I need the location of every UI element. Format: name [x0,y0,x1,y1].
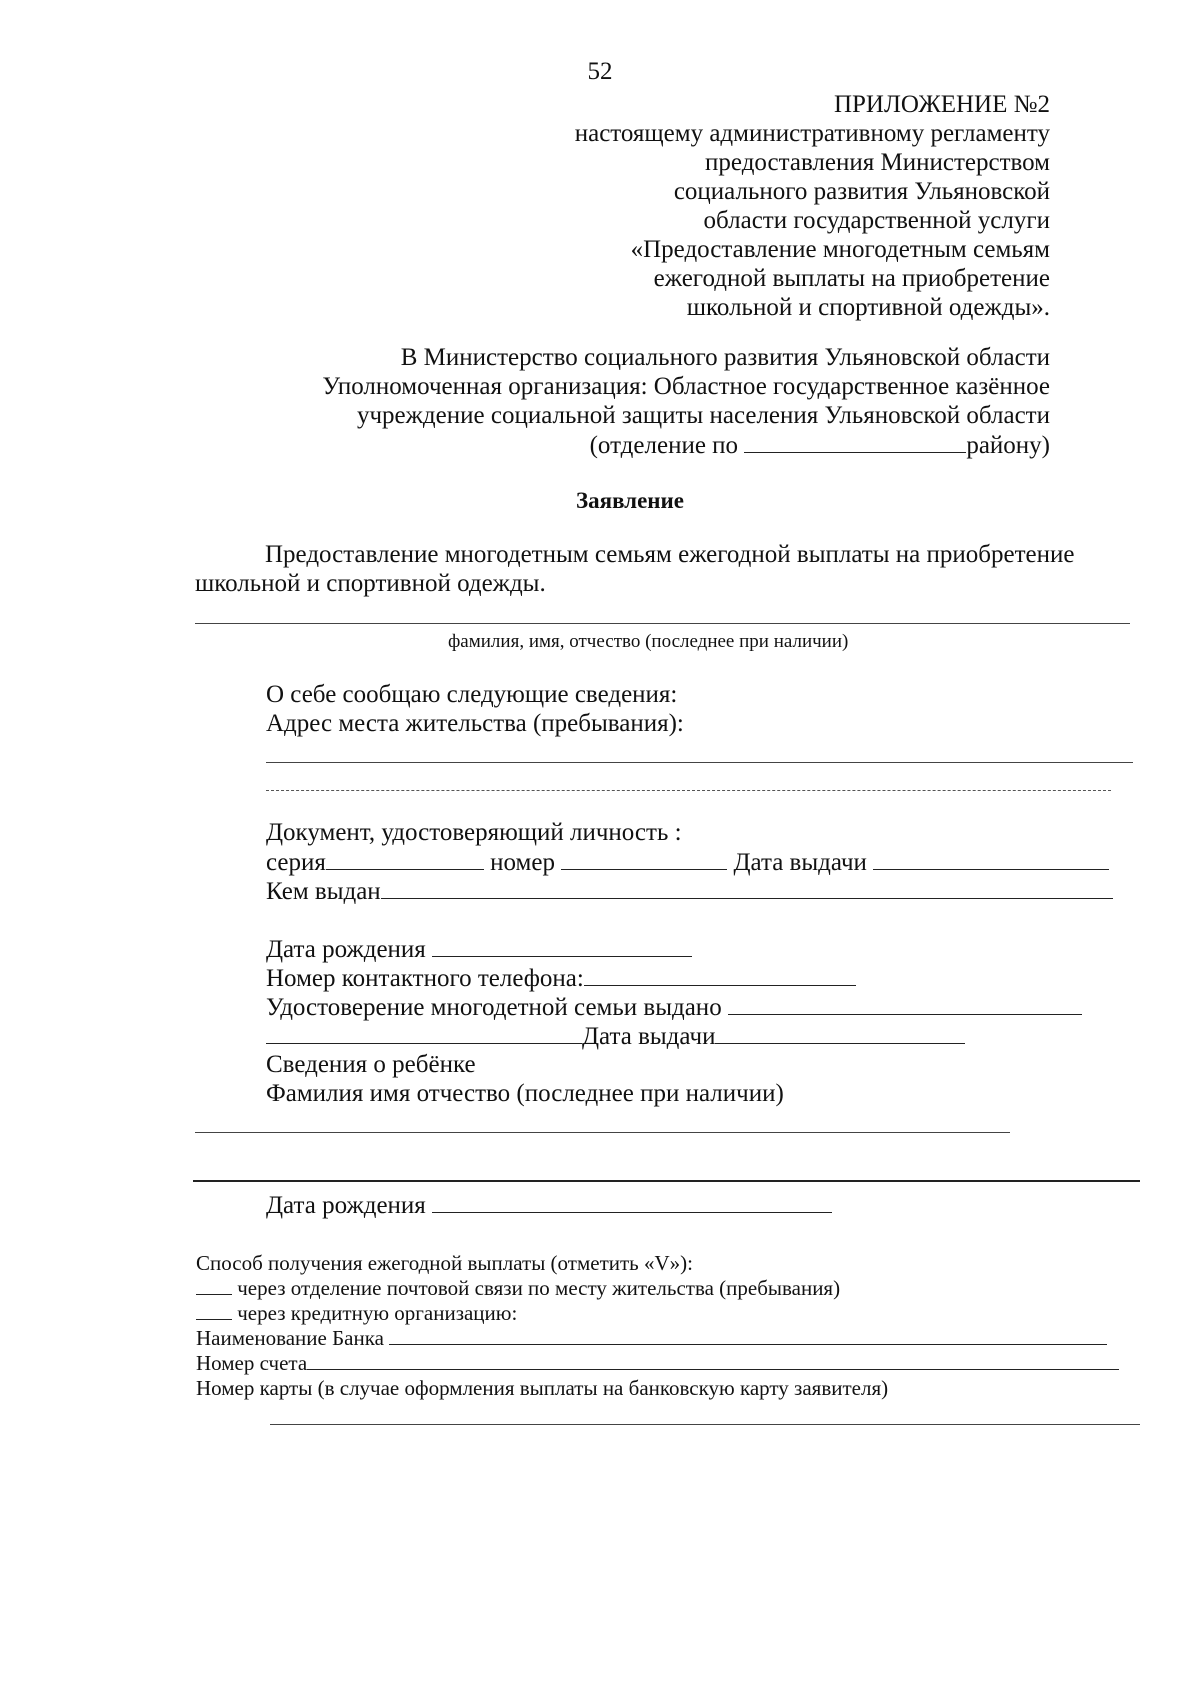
certificate-date-label: Дата выдачи [582,1023,716,1050]
post-checkbox[interactable] [196,1276,232,1295]
phone-field[interactable] [584,963,856,986]
phone-label: Номер контактного телефона: [266,965,584,992]
payment-option-bank-label: через кредитную организацию: [237,1301,518,1325]
birth-date-field[interactable] [432,934,692,957]
address-field-1[interactable] [266,762,1133,763]
card-field[interactable] [270,1424,1140,1425]
certificate-issuer-field[interactable] [266,1021,582,1044]
appendix-line: школьной и спортивной одежды». [686,294,1050,321]
child-birth-date-field[interactable] [432,1190,832,1213]
payment-title: Способ получения ежегодной выплаты (отметить «V»): [196,1251,693,1275]
issued-by-field[interactable] [381,876,1113,899]
about-line: О себе сообщаю следующие сведения: [266,681,678,708]
account-label: Номер счета [196,1351,308,1375]
series-label: серия [266,849,326,876]
addressee-district-suffix: району) [966,432,1050,459]
address-label: Адрес места жительства (пребывания): [266,710,684,737]
series-field[interactable] [326,847,484,870]
account-field[interactable] [307,1351,1119,1370]
id-document-row [266,847,1109,878]
account-row [196,1350,1119,1376]
district-field[interactable] [744,430,966,453]
child-birth-date-label: Дата рождения [266,1192,426,1219]
payment-option-post [196,1275,840,1301]
intro-line: школьной и спортивной одежды. [195,570,546,597]
issued-by-row [266,876,1113,907]
bank-checkbox[interactable] [196,1301,232,1320]
child-info-label: Сведения о ребёнке [266,1051,476,1078]
appendix-title: ПРИЛОЖЕНИЕ №2 [833,91,1050,118]
child-birth-date-row [266,1190,832,1221]
number-label: номер [490,849,555,876]
addressee-district-prefix: (отделение по [589,432,739,459]
addressee-line: Уполномоченная организация: Областное государственное казённое [322,373,1050,400]
phone-row [266,963,856,994]
bank-name-row [196,1325,1107,1351]
appendix-line: предоставления Министерством [705,149,1050,176]
addressee-line: В Министерство социального развития Ульяновской области [400,344,1050,371]
appendix-line: области государственной услуги [703,207,1050,234]
appendix-line: «Предоставление многодетным семьям [630,236,1050,263]
fio-caption: фамилия, имя, отчество (последнее при наличии) [448,631,849,652]
intro-line: Предоставление многодетным семьям ежегодной выплаты на приобретение [265,541,1075,568]
certificate-label: Удостоверение многодетной семьи выдано [266,994,722,1021]
page-number: 52 [587,58,613,85]
address-field-2[interactable] [266,790,1111,791]
section-divider [193,1180,1140,1182]
issue-date-label: Дата выдачи [733,849,867,876]
birth-date-label: Дата рождения [266,936,426,963]
bank-name-field[interactable] [389,1326,1107,1345]
issue-date-field[interactable] [873,847,1109,870]
certificate-date-field[interactable] [715,1021,965,1044]
id-document-title: Документ, удостоверяющий личность : [266,819,682,846]
number-field[interactable] [561,847,727,870]
birth-date-row [266,934,692,965]
issued-by-label: Кем выдан [266,878,381,905]
certificate-date-row [266,1021,965,1052]
certificate-row [266,992,1082,1023]
payment-option-bank [196,1300,517,1326]
certificate-field[interactable] [728,992,1082,1015]
card-label: Номер карты (в случае оформления выплаты на банковскую карту заявителя) [196,1376,889,1400]
appendix-line: настоящему административному регламенту [574,120,1050,147]
addressee-district-line [590,430,1050,461]
document-heading: Заявление [575,488,685,513]
appendix-line: ежегодной выплаты на приобретение [653,265,1050,292]
payment-option-post-label: через отделение почтовой связи по месту жительства (пребывания) [237,1276,841,1300]
addressee-line: учреждение социальной защиты населения Ульяновской области [356,402,1050,429]
child-fio-field[interactable] [195,1132,1010,1133]
child-fio-label: Фамилия имя отчество (последнее при наличии) [266,1080,784,1107]
fio-field[interactable] [195,623,1130,624]
bank-name-label: Наименование Банка [196,1326,384,1350]
appendix-line: социального развития Ульяновской [673,178,1050,205]
